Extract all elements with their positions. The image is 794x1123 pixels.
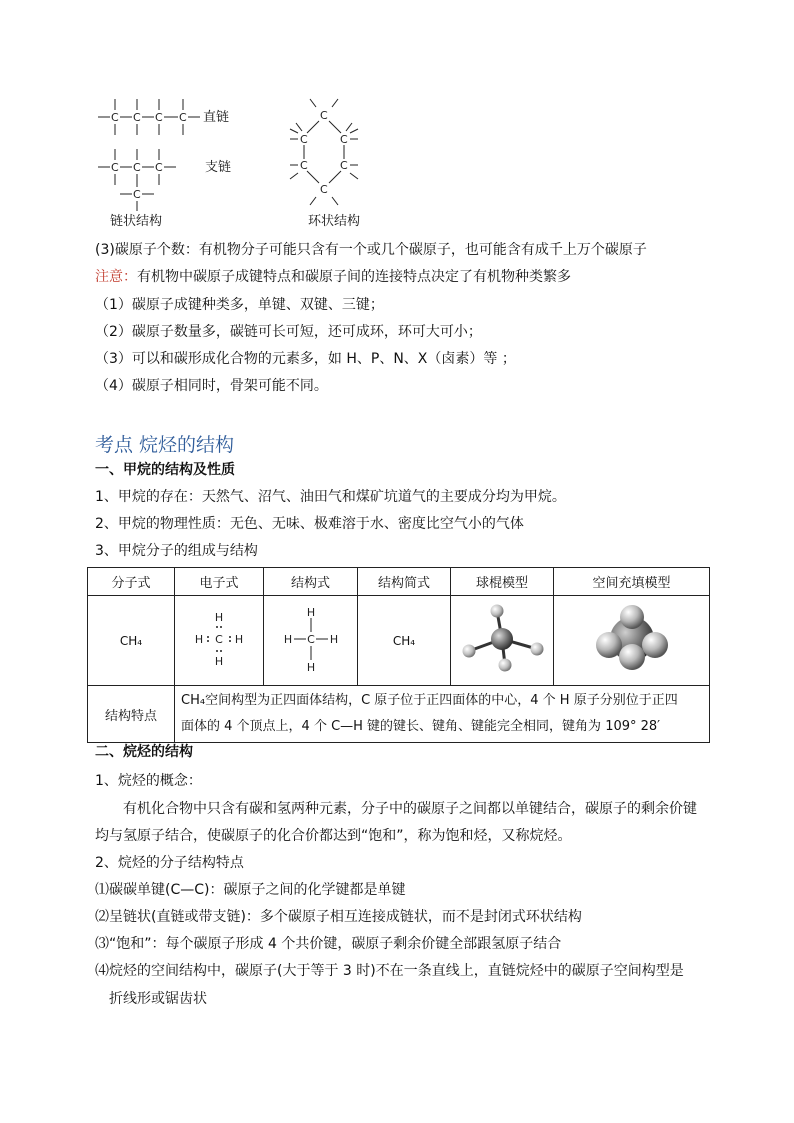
table-row (88, 596, 710, 686)
table-row (88, 686, 710, 743)
section-title: 考点 烷烃的结构 (95, 434, 235, 456)
table-header-cell: 空间充填模型 (554, 568, 710, 596)
chain-atom: C (111, 111, 119, 124)
electron-formula (189, 609, 249, 669)
ring-atom: C (300, 159, 308, 172)
electron-formula-cell (175, 596, 264, 686)
table-header-row (88, 568, 710, 596)
chain-caption: 链状结构 (110, 214, 163, 229)
features-title: 2、烷烃的分子结构特点 (95, 855, 244, 871)
feature-item: ⑶“饱和”：每个碳原子形成 4 个共价键，碳原子剩余价键全部跟氢原子结合 (95, 936, 562, 952)
feature-text: 面体的 4 个顶点上，4 个 C—H 键的键长、键角、键能完全相同，键角为 109° 28′ (181, 719, 661, 734)
electron-h: H (194, 632, 204, 646)
note-text: 有机物中碳原子成键特点和碳原子间的连接特点决定了有机物种类繁多 (137, 269, 571, 285)
note-item: （2）碳原子数量多，碳链可长可短，还可成环，环可大可小； (95, 324, 482, 340)
structure-h: H (306, 605, 315, 619)
note-item: （4）碳原子相同时，骨架可能不同。 (95, 378, 328, 394)
feature-text: CH₄空间构型为正四面体结构，C 原子位于正四面体的中心，4 个 H 原子分别位于正四 (181, 693, 678, 708)
chain-atom: C (155, 111, 163, 124)
branched-chain-label: 支链 (205, 160, 232, 175)
simple-formula: CH₄ (358, 596, 451, 686)
feature-text-cell (175, 686, 710, 743)
concept-title: 1、烷烃的概念： (95, 773, 202, 789)
part2-title: 二、烷烃的结构 (95, 744, 193, 760)
ring-caption: 环状结构 (308, 214, 361, 229)
electron-c: C (215, 632, 223, 646)
chain-atom: C (133, 111, 141, 124)
structure-h: H (283, 632, 292, 646)
chain-atom: C (133, 161, 141, 174)
feature-item: ⑷烷烃的空间结构中，碳原子(大于等于 3 时)不在一条直线上，直链烷烃中的碳原子空间构型是 (95, 963, 684, 979)
space-filling-model-cell (554, 596, 710, 686)
structure-c: C (306, 632, 315, 646)
chain-atom: C (155, 161, 163, 174)
feature-item: ⑵呈链状(直链或带支链)：多个碳原子相互连接成链状，而不是封闭式环状结构 (95, 909, 582, 925)
structure-h: H (329, 632, 338, 646)
electron-h: H (214, 610, 224, 624)
feature-label: 结构特点 (88, 686, 175, 743)
concept-text: 有机化合物中只含有碳和氢两种元素，分子中的碳原子之间都以单键结合，碳原子的剩余价键 (123, 801, 697, 817)
methane-structure-table (87, 567, 710, 743)
ring-atom: C (320, 183, 328, 196)
note-label: 注意： (95, 269, 137, 285)
note-line (95, 267, 571, 287)
table-header-cell: 分子式 (88, 568, 175, 596)
ring-atom: C (340, 159, 348, 172)
table-header-cell: 电子式 (175, 568, 264, 596)
note-item: （1）碳原子成键种类多，单键、双键、三键； (95, 297, 384, 313)
ring-atom: C (340, 133, 348, 146)
molecular-formula: CH₄ (88, 596, 175, 686)
part1-item: 2、甲烷的物理性质：无色、无味、极难溶于水、密度比空气小的气体 (95, 516, 524, 532)
feature-item: ⑴碳碳单键(C—C)：碳原子之间的化学键都是单键 (95, 882, 406, 898)
table-header-cell: 结构式 (264, 568, 358, 596)
ring-atom: C (300, 133, 308, 146)
space-filling-model (587, 599, 677, 679)
part1-item: 1、甲烷的存在：天然气、沼气、油田气和煤矿坑道气的主要成分均为甲烷。 (95, 489, 566, 505)
part1-item: 3、甲烷分子的组成与结构 (95, 543, 258, 559)
concept-text: 均与氢原子结合，使碳原子的化合价都达到“饱和”，称为饱和烃，又称烷烃。 (95, 828, 572, 844)
structural-formula (279, 604, 343, 674)
ball-stick-model (457, 599, 547, 679)
structural-formula-cell (264, 596, 358, 686)
ring-structure-diagram (280, 95, 380, 210)
paragraph-carbon-count: (3)碳原子个数：有机物分子可能只含有一个或几个碳原子，也可能含有成千上万个碳原子 (95, 242, 647, 258)
feature-item-continued: 折线形或锯齿状 (109, 991, 207, 1007)
table-header-cell: 球棍模型 (451, 568, 554, 596)
straight-chain-label: 直链 (203, 110, 230, 125)
table-header-cell: 结构简式 (358, 568, 451, 596)
chain-atom: C (133, 188, 141, 201)
ball-stick-model-cell (451, 596, 554, 686)
chain-atom: C (179, 111, 187, 124)
electron-h: H (234, 632, 244, 646)
structure-h: H (306, 660, 315, 674)
branched-chain (98, 149, 176, 211)
part1-title: 一、甲烷的结构及性质 (95, 462, 235, 478)
note-item: （3）可以和碳形成化合物的元素多，如 H、P、N、X（卤素）等 ； (95, 351, 516, 367)
chain-atom: C (111, 161, 119, 174)
electron-h: H (214, 654, 224, 668)
ring-atom: C (320, 109, 328, 122)
